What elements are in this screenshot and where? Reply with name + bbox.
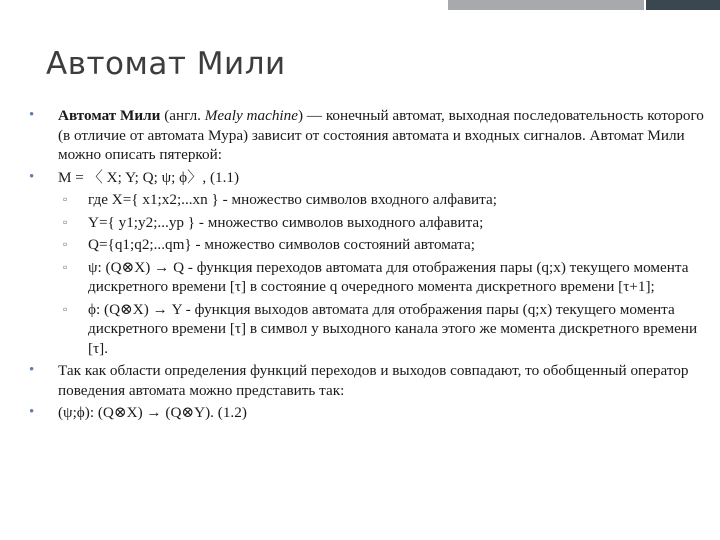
sub-bullet-text: где X={ x1;x2;...xn } - множество символов входного алфавита; bbox=[88, 191, 497, 208]
bullet-icon: • bbox=[29, 107, 35, 123]
operator-text: Так как области определения функций переходов и выходов совпадают, то обобщенный оператор поведения автомата можно представить так: bbox=[58, 362, 689, 399]
definition-english-term: Mealy machine bbox=[204, 107, 298, 124]
sub-bullet-text: Q={q1;q2;...qm} - множество символов состояний автомата; bbox=[88, 236, 475, 253]
top-decoration-bar bbox=[0, 0, 720, 10]
sub-bullet-icon: ▫ bbox=[63, 301, 68, 316]
sub-bullet-output-alphabet bbox=[28, 213, 704, 233]
sub-bullet-icon: ▫ bbox=[63, 237, 68, 251]
sub-bullet-icon: ▫ bbox=[63, 192, 68, 206]
slide-content bbox=[28, 106, 704, 426]
top-bar-dark-block bbox=[646, 0, 720, 10]
bullet-icon: • bbox=[29, 404, 35, 420]
sub-bullet-text: ϕ: (Q⊗X) → Y - функция выходов автомата для отображения пары (q;x) текущего момента дискретного времени [τ] в символ y выходного канала этого же момента дискретного времени [τ]. bbox=[88, 300, 698, 357]
slide-title: Автомат Мили bbox=[46, 46, 286, 82]
sub-bullet-states bbox=[28, 235, 704, 255]
sub-bullet-transition-function bbox=[28, 258, 704, 297]
bullet-icon: • bbox=[29, 168, 35, 185]
definition-text: ) — конечный автомат, выходная последовательность которого (в отличие от автомата Мура) зависит от состояния автомата и входных сигналов. Автомат Мили можно описать пятеркой: bbox=[58, 107, 704, 163]
bullet-formula-1 bbox=[28, 168, 704, 188]
bullet-icon: • bbox=[29, 362, 35, 378]
definition-term: Автомат Мили bbox=[58, 107, 161, 124]
bullet-definition bbox=[28, 106, 704, 165]
sub-bullet-text: ψ: (Q⊗X) → Q - функция переходов автомата для отображения пары (q;x) текущего момента дискретного времени [τ] в состояние q очередного момента дискретного времени [τ+1]; bbox=[88, 258, 689, 295]
sub-bullet-output-function bbox=[28, 300, 704, 359]
definition-pre: (англ. bbox=[160, 107, 205, 124]
bullet-formula-2 bbox=[28, 403, 704, 423]
formula-2-text: (ψ;ϕ): (Q⊗X) → (Q⊗Y). (1.2) bbox=[58, 404, 247, 421]
sub-bullet-input-alphabet bbox=[28, 190, 704, 210]
sub-bullet-icon: ▫ bbox=[63, 214, 68, 229]
sub-bullet-text: Y={ y1;y2;...yp } - множество символов выходного алфавита; bbox=[88, 213, 484, 231]
formula-1-text: M = 〈 X; Y; Q; ψ; ϕ〉, (1.1) bbox=[58, 168, 240, 186]
sub-bullet-icon: ▫ bbox=[63, 259, 68, 274]
bullet-operator bbox=[28, 361, 704, 400]
top-bar-gray-block bbox=[448, 0, 644, 10]
